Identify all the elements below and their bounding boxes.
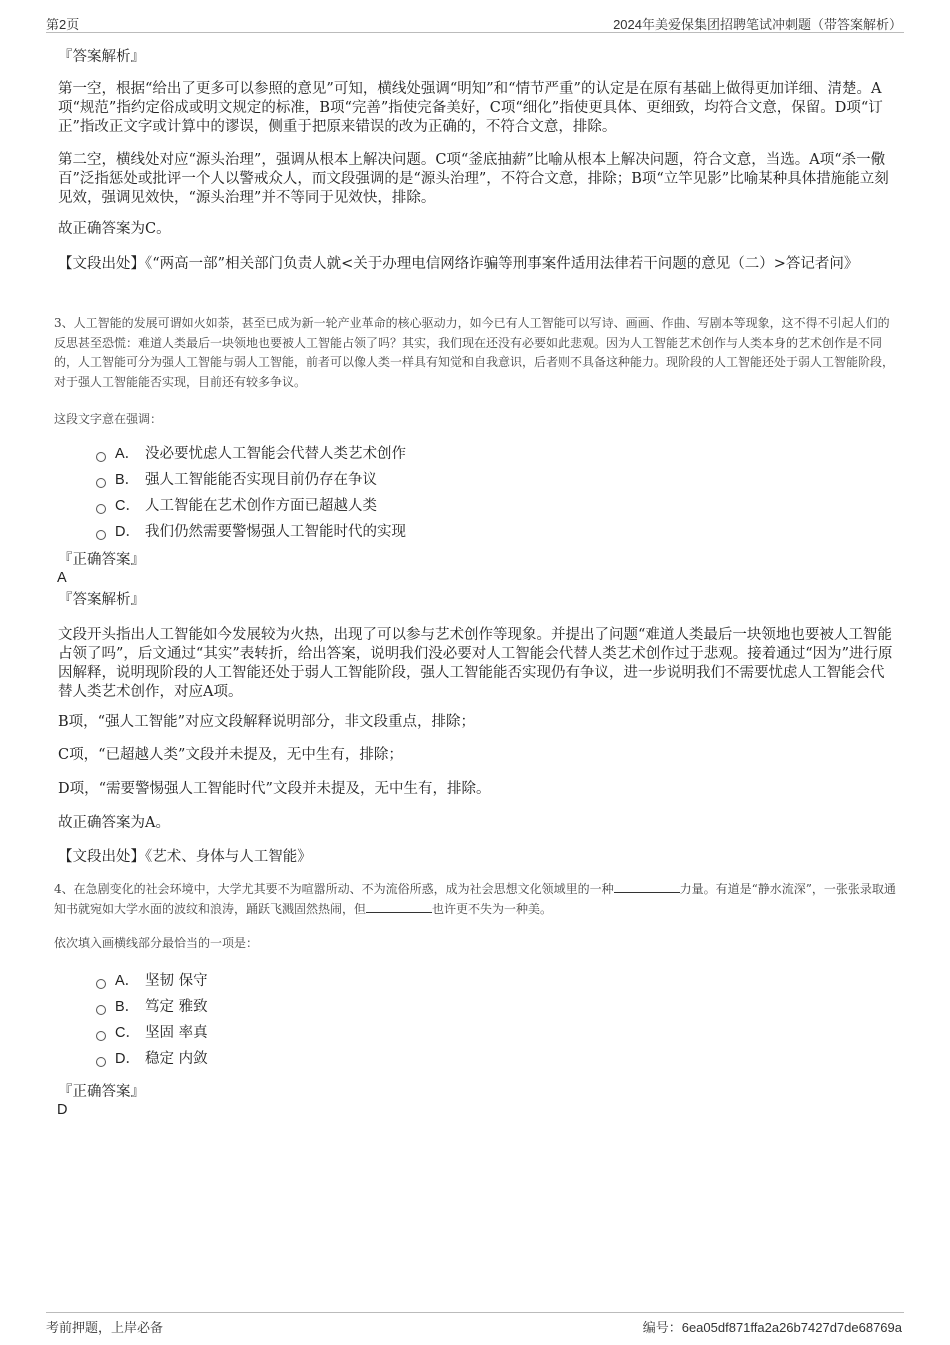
radio-icon[interactable] bbox=[96, 979, 106, 989]
radio-icon[interactable] bbox=[96, 1057, 106, 1067]
document-serial: 编号：6ea05df871ffa2a26b7427d7de68769a bbox=[642, 1320, 902, 1336]
radio-icon[interactable] bbox=[96, 1031, 106, 1041]
radio-icon[interactable] bbox=[96, 452, 106, 462]
q2-conclusion: 故正确答案为C。 bbox=[58, 221, 171, 237]
footer-slogan: 考前押题，上岸必备 bbox=[46, 1321, 164, 1336]
page-footer bbox=[46, 1312, 904, 1337]
page-number: 第2页 bbox=[46, 17, 80, 32]
page-header bbox=[46, 12, 904, 33]
q4-option-c[interactable]: C． 坚固 率真 bbox=[96, 1023, 208, 1045]
q4-answer: D bbox=[57, 1102, 68, 1118]
q3-analysis-option-b: B项，“强人工智能”对应文段解释说明部分，非文段重点，排除； bbox=[58, 714, 475, 730]
q2-analysis-paragraph-2: 第二空，横线处对应“源头治理”，强调从根本上解决问题。C项“釜底抽薪”比喻从根本上解决问题，符合文意，当选。A项“杀一儆百”泛指惩处或批评一个人以警戒众人，而文段强调的是“源头治理”，不符合文意，排除；B项“立竿见影”比喻某种具体措施能立刻见效，强调见效快，“源头治理”并不等同于见效快，排除。 bbox=[58, 152, 889, 206]
q3-conclusion: 故正确答案为A。 bbox=[58, 815, 170, 831]
q3-source: 【文段出处】《艺术、身体与人工智能》 bbox=[58, 849, 312, 865]
q4-option-d[interactable]: D． 稳定 内敛 bbox=[96, 1049, 208, 1071]
q4-option-b[interactable]: B． 笃定 雅致 bbox=[96, 997, 208, 1019]
q3-option-b[interactable]: B． 强人工智能能否实现目前仍存在争议 bbox=[96, 470, 377, 492]
q3-option-c[interactable]: C． 人工智能在艺术创作方面已超越人类 bbox=[96, 496, 377, 518]
q3-option-a[interactable]: A． 没必要忧虑人工智能会代替人类艺术创作 bbox=[96, 444, 406, 466]
q3-prompt: 这段文字意在强调： bbox=[54, 412, 163, 426]
fill-blank-1 bbox=[614, 880, 680, 893]
radio-icon[interactable] bbox=[96, 530, 106, 540]
q2-analysis-paragraph-1: 第一空，根据“给出了更多可以参照的意见”可知，横线处强调“明知”和“情节严重”的认定是在原有基础上做得更加详细、清楚。A项“规范”指约定俗成或明文规定的标准，B项“完善”指使完备美好，C项“细化”指使更具体、更细致，均符合文意，保留。D项“订正”指改正文字或计算中的谬误，侧重于把原来错误的改为正确的，不符合文意，排除。 bbox=[58, 81, 883, 135]
q2-analysis-label: 『答案解析』 bbox=[58, 49, 145, 65]
q3-stem: 3、人工智能的发展可谓如火如荼，甚至已成为新一轮产业革命的核心驱动力，如今已有人工智能可以写诗、画画、作曲、写剧本等现象，这不得不引起人们的反思甚至恐慌：难道人类最后一块领地也要被人工智能占领了吗？其实，我们现在还没有必要如此悲观。因为人工智能艺术创作与人类本身的艺术创作是不同的，人工智能可分为强人工智能与弱人工智能，前者可以像人类一样具有知觉和自我意识，后者则不具备这种能力。现阶段的人工智能还处于弱人工智能阶段，对于强人工智能能否实现，目前还有较多争议。 bbox=[54, 316, 895, 389]
document-title: 2024年美爱保集团招聘笔试冲刺题（带答案解析） bbox=[613, 17, 902, 32]
fill-blank-2 bbox=[366, 900, 432, 913]
q3-analysis-option-c: C项，“已超越人类”文段并未提及，无中生有，排除； bbox=[58, 747, 403, 763]
q3-analysis-option-d: D项，“需要警惕强人工智能时代”文段并未提及，无中生有，排除。 bbox=[58, 781, 491, 797]
q2-source: 【文段出处】《“两高一部”相关部门负责人就<关于办理电信网络诈骗等刑事案件适用法律若干问题的意见（二）>答记者问》 bbox=[58, 256, 859, 272]
q4-option-a[interactable]: A． 坚韧 保守 bbox=[96, 971, 208, 993]
q4-stem: 4、在急剧变化的社会环境中，大学尤其要不为喧嚣所动、不为流俗所惑，成为社会思想文化领域里的一种 力量。有道是“静水流深”，一张张录取通知书就宛如大学水面的波纹和浪涛，踊跃飞溅固然热闹，但 也许更不失为一种美。 bbox=[54, 882, 896, 916]
radio-icon[interactable] bbox=[96, 1005, 106, 1015]
radio-icon[interactable] bbox=[96, 478, 106, 488]
q3-option-d[interactable]: D． 我们仍然需要警惕强人工智能时代的实现 bbox=[96, 522, 406, 544]
q3-analysis-paragraph-1: 文段开头指出人工智能如今发展较为火热，出现了可以参与艺术创作等现象。并提出了问题“难道人类最后一块领地也要被人工智能占领了吗”，后文通过“其实”表转折，给出答案，说明我们没必要对人工智能会代替人类艺术创作过于悲观。接着通过“因为”进行原因解释，说明现阶段的人工智能还处于弱人工智能阶段，强人工智能能否实现仍有争议，进一步说明我们不需要忧虑人工智能会代替人类艺术创作，对应A项。 bbox=[58, 627, 893, 700]
q3-answer: A bbox=[57, 570, 67, 586]
radio-icon[interactable] bbox=[96, 504, 106, 514]
q3-analysis-label: 『答案解析』 bbox=[58, 592, 145, 608]
q3-answer-label: 『正确答案』 bbox=[58, 552, 145, 568]
q4-answer-label: 『正确答案』 bbox=[58, 1084, 145, 1100]
q4-prompt: 依次填入画横线部分最恰当的一项是： bbox=[54, 936, 259, 950]
